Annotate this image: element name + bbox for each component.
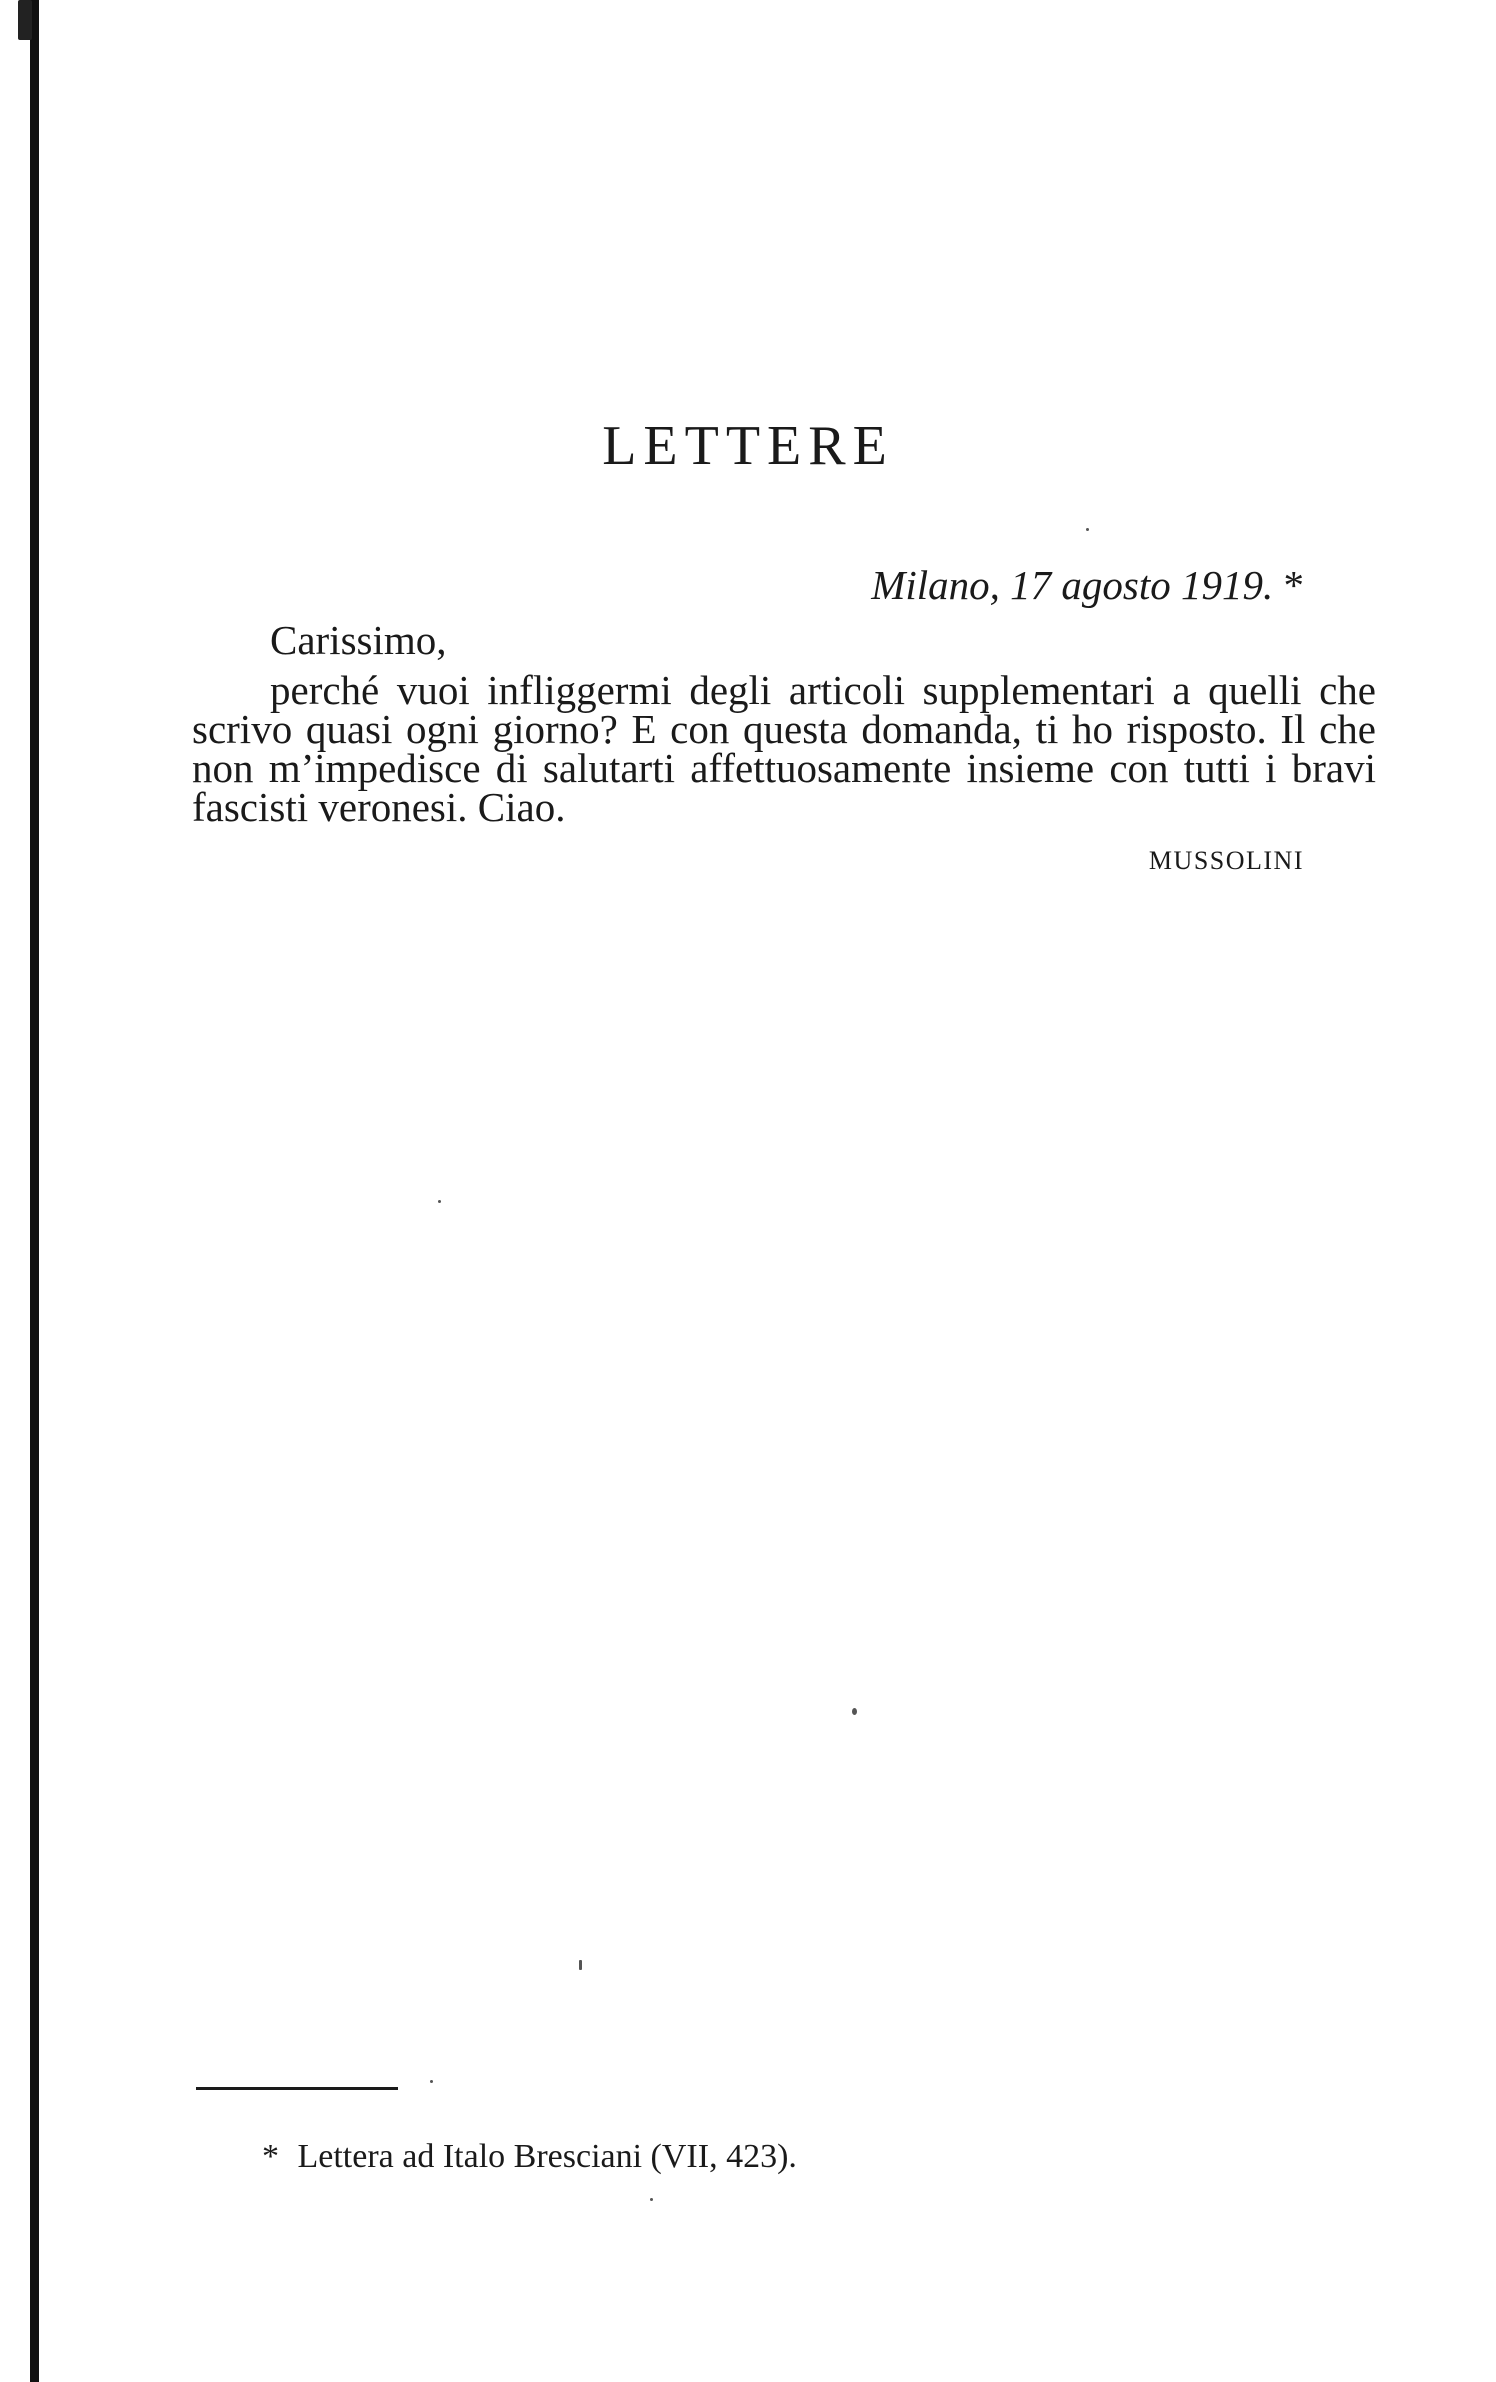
dateline-place-date: Milano, 17 agosto 1919.: [871, 562, 1274, 608]
scan-speck: [852, 1708, 857, 1715]
footnote-text: Lettera ad Italo Bresciani (VII, 423).: [297, 2138, 797, 2175]
page-binding-edge: [30, 0, 39, 2382]
footnote-divider: [196, 2087, 398, 2090]
page-title: LETTERE: [602, 415, 894, 477]
page-binding-fleck: [18, 0, 32, 40]
scan-speck: [1086, 528, 1089, 531]
letter-signature: MUSSOLINI: [1148, 846, 1304, 875]
scan-speck: [579, 1960, 582, 1970]
scan-speck: [438, 1200, 441, 1203]
scan-speck: [650, 2198, 653, 2201]
scan-speck: [430, 2080, 433, 2083]
dateline: [871, 562, 1304, 608]
dateline-footnote-marker: *: [1283, 562, 1304, 608]
footnote: [262, 2140, 797, 2174]
footnote-marker: *: [262, 2138, 279, 2175]
letter-salutation: Carissimo,: [270, 617, 447, 663]
letter-body: perché vuoi infliggermi degli articoli supplementari a quelli che scrivo quasi ogni giorno? E con questa domanda, ti ho risposto. Il che non m’impedisce di salutarti affettuosamente insieme con tutti i bravi fascisti veronesi. Ciao.: [192, 667, 1376, 830]
